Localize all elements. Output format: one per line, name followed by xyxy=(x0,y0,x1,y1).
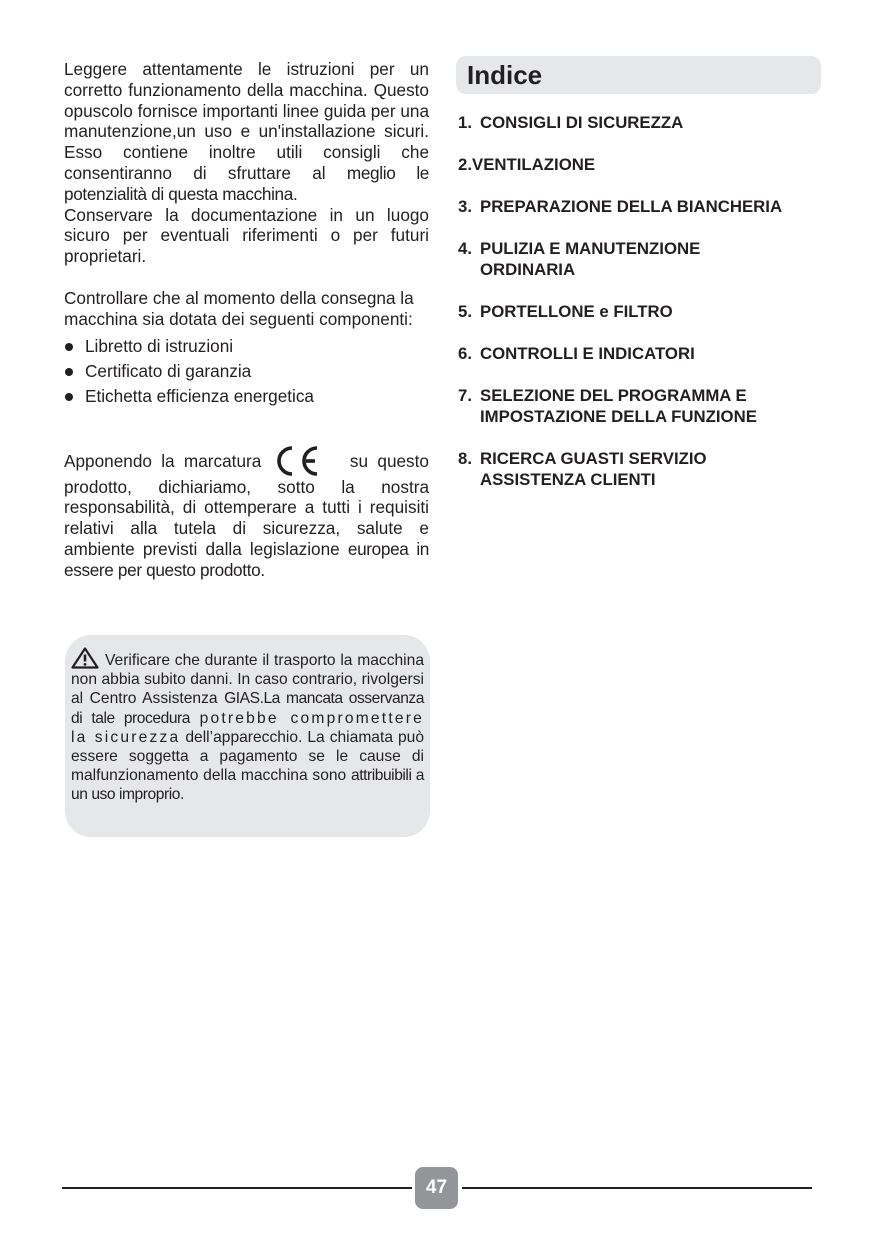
ce-text-last: europea in essere per questo prodotto. xyxy=(64,538,429,580)
toc-item[interactable] xyxy=(458,448,828,490)
toc-label-continued: IMPOSTAZIONE DELLA FUNZIONE xyxy=(480,407,757,426)
ce-text-before: Apponendo la marcatura xyxy=(64,450,262,471)
toc-item[interactable] xyxy=(458,112,828,133)
conserve-text: Conservare la documentazione in un luogo sicuro per eventuali riferimenti o per futuri proprietari. xyxy=(64,204,429,267)
toc-item[interactable] xyxy=(458,154,828,175)
warning-text-1: Verificare che durante il trasporto la macchina non abbia subito danni. In caso contrario, rivolgersi al Centro Assistenza xyxy=(71,652,424,708)
warning-text-4: dell’apparecchio. La chiamata può essere soggetta a pagamento se le cause di malfunzionamento della macchina sono xyxy=(71,728,424,785)
ce-text-after: su questo prodotto, dichiariamo, sotto la nostra responsabilità, di ottemperare a tutti i requisiti relativi alla tutela di sicurezza, salute e ambiente previsti dalla legislazione xyxy=(64,450,429,559)
intro-text-end: meglio le potenzialità di questa macchina. xyxy=(64,162,430,204)
components-intro: Controllare che al momento della consegna la macchina sia dotata dei seguenti componenti: xyxy=(64,287,414,329)
toc-label: CONSIGLI DI SICUREZZA xyxy=(480,113,684,132)
toc-number: 8. xyxy=(458,449,472,468)
toc-number: 7. xyxy=(458,386,472,405)
table-of-contents xyxy=(458,112,828,511)
list-item: Etichetta efficienza energetica xyxy=(64,384,429,409)
intro-paragraph xyxy=(64,59,429,267)
toc-number: 5. xyxy=(458,302,472,321)
toc-number: 6. xyxy=(458,344,472,363)
toc-item[interactable] xyxy=(458,343,828,364)
list-item: Certificato di garanzia xyxy=(64,359,429,384)
warning-box xyxy=(65,635,430,837)
warning-text-5: attribuibili a un uso improprio. xyxy=(71,767,424,804)
left-column xyxy=(64,59,429,581)
toc-number: 3. xyxy=(458,197,472,216)
toc-label: VENTILAZIONE xyxy=(472,155,596,174)
toc-label: CONTROLLI E INDICATORI xyxy=(480,344,695,363)
toc-label-continued: ORDINARIA xyxy=(480,260,576,279)
components-paragraph xyxy=(64,288,429,330)
footer-divider-right xyxy=(462,1187,812,1189)
toc-number: 4. xyxy=(458,239,472,258)
toc-number: 2. xyxy=(458,155,472,174)
list-item: Libretto di istruzioni xyxy=(64,334,429,359)
warning-text-3: potrebbe compromettere la sicurezza xyxy=(71,709,425,746)
index-title: Indice xyxy=(456,56,821,94)
toc-number: 1. xyxy=(458,113,472,132)
toc-item[interactable] xyxy=(458,385,828,427)
warning-triangle-icon xyxy=(71,647,99,669)
toc-item[interactable] xyxy=(458,301,828,322)
toc-item[interactable] xyxy=(458,196,828,217)
toc-label: PULIZIA E MANUTENZIONE xyxy=(480,239,701,258)
warning-text-2: GIAS.La mancata osservanza di tale procedura xyxy=(71,690,424,727)
toc-label-continued: ASSISTENZA CLIENTI xyxy=(480,470,656,489)
toc-label: SELEZIONE DEL PROGRAMMA E xyxy=(480,386,747,405)
page-number: 47 xyxy=(415,1167,458,1209)
toc-label: RICERCA GUASTI SERVIZIO xyxy=(480,449,707,468)
footer-divider-left xyxy=(62,1187,412,1189)
toc-label: PORTELLONE e FILTRO xyxy=(480,302,673,321)
intro-text: Leggere attentamente le istruzioni per un corretto funzionamento della macchina. Questo opuscolo fornisce importanti linee guida per una manutenzione,un uso e un'installazione sicuri. Esso contiene inoltre utili consigli che consentiranno di sfruttare al xyxy=(64,59,429,183)
toc-item[interactable] xyxy=(458,238,828,280)
ce-paragraph xyxy=(64,445,429,581)
components-list xyxy=(64,334,429,409)
toc-label: PREPARAZIONE DELLA BIANCHERIA xyxy=(480,197,783,216)
ce-mark-icon xyxy=(273,445,319,477)
